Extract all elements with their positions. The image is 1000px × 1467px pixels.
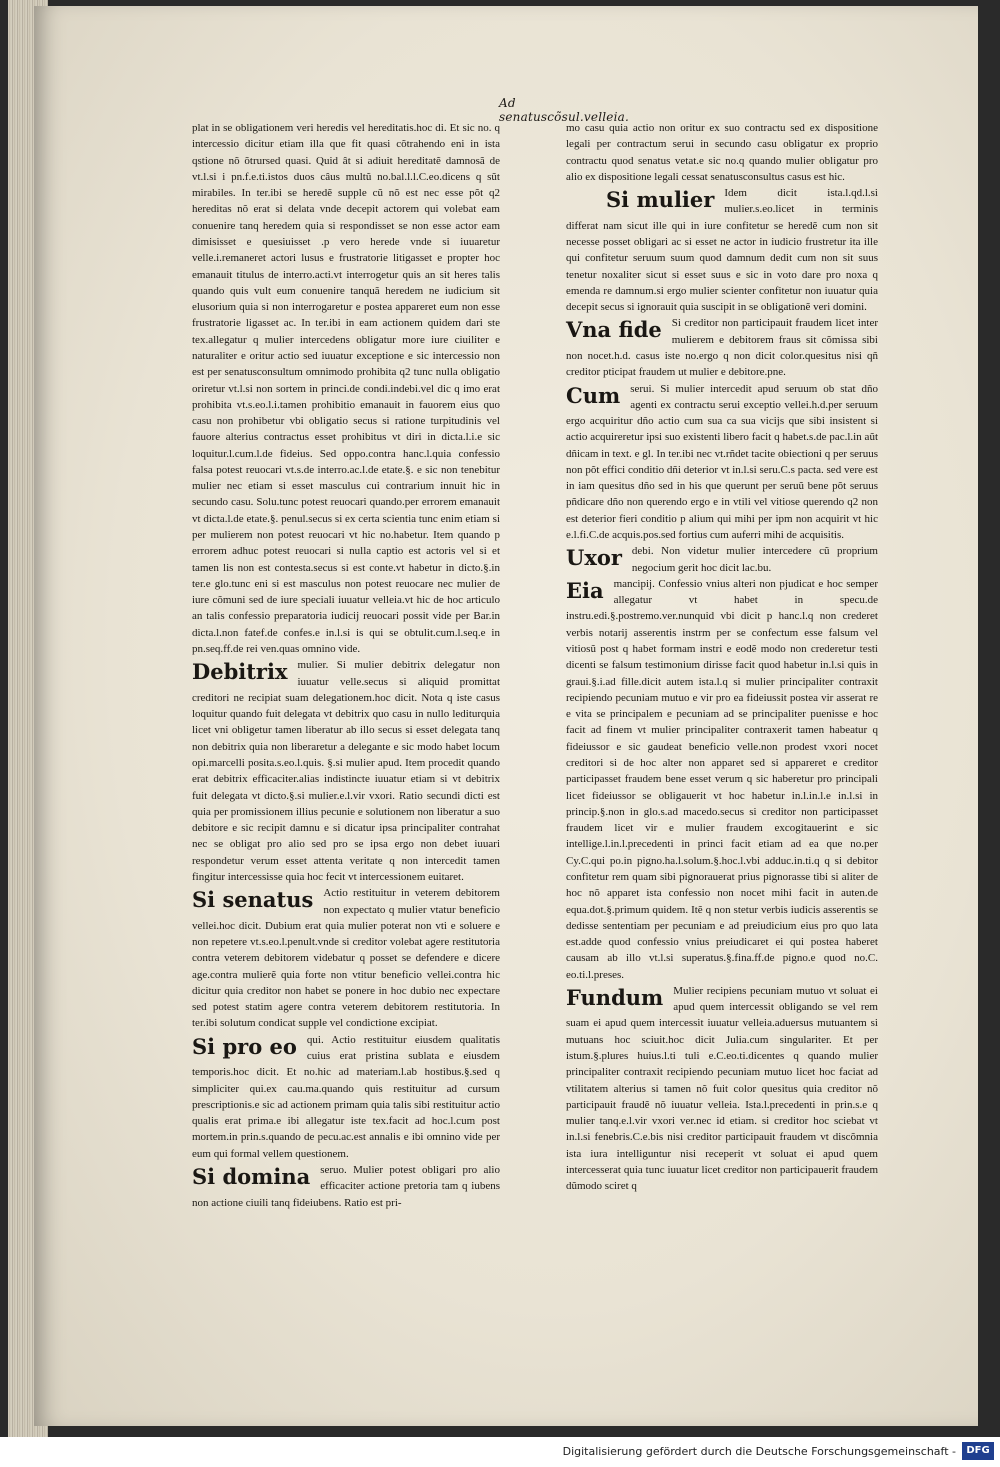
gloss-si-pro-eo: qui. Actio restituitur eiusdem qualitatis cuius erat pristina sublata e eiusdem temporis.hoc dicit. Et no.hic ad materiam.l.ab hostibus.§.sed q simpliciter qui.ex cau.ma.quando quis restituitur ad cursum prescriptionis.e sic ad actionem primam quia talis sibi restituitur actio qualis erat prima.e ibi allegatur iste tex.facit ad hoc.l.cum post mortem.in prin.s.quando de pecu.ac.est annalis e ibi omnino vide per eum qui formal vellem questionem.: [192, 1033, 500, 1160]
gloss-fundum: Mulier recipiens pecuniam mutuo vt soluat ei apud quem intercessit obligando se vel rem suam ei apud quem intercessit iuuatur velleia.aduersus mutuantem si mutuans hoc sciuit.hoc dicit Julia.cum singulariter. Et per istum.§.plures huius.l.ti tuli e.C.eo.ti.dicentes q quando mulier principaliter contraxit recipiendo pecuniam mutuo licet hoc faciat ad vtilitatem alterius si tamen nõ fuit color quesitus quia creditor nõ participauit fraudẽ nõ iuuatur velleia. Ista.l.precedenti in prin.s.e q mulier tanq.e.l.vir vxori ver.nec id etiam. si creditor hoc sciebat vt in.l.si fenebris.C.e.bis nisi creditor participauit fraudem vt discõmnia ista iura intelliguntur nisi receperit vt soluat ei apud quem intercesserat quia tunc iuuatur licet creditor non participauerit fraudem dũmodo sciret q: [566, 984, 878, 1193]
left-block-si-pro-eo: [192, 1032, 500, 1162]
right-block-cum: [566, 381, 878, 544]
left-opening-paragraph: plat in se obligationem veri heredis vel hereditatis.hoc di. Et sic no. q intercessio dicitur etiam illa que fit quasi cõtrahendo eni in ista qstione nõ õtrursed quasi. Quid ât si adiuit hereditatẽ damnosã de vt.l.si i pn.f.e.ti.istos duos câus multũ no.bal.l.l.C.eo.dicens q sũt mirabiles. In ter.ibi se heredẽ supple cũ nõ est nec esse põt q2 hereditas nõ erat si delata vnde decepit actorem qui volebat eam conuenire tanq heredem quia si respondisset se non esse actor eam dimisisset e quesiuisset .p vero herede vnde si iuuaretur velle.i.remaneret actori lusus e frustratorie litigasset e propter hoc emanauit titulus de interro.acti.vt interrogetur quis an sit heres talis quando quis vult eum conuenire tanquã heredem ne iudicium sit elusorium quia si non interrogaretur e postea appareret eum non esse frustratorie ligasset ac. In ter.ibi in eam actionem quidem dari ste tex.allegatur q mulier intercedens obligatur more iure ciuiliter e naturaliter e oritur actio sed iuuatur exceptione e sic intercessio non est per senatusconsultum omnimodo prohibita q2 tunc nulla obligatio oriretur vt.l.si non sortem in princi.de condi.indebi.vel dic q imo erat prohibita vt.s.eo.l.i.tamen prohibitio emanauit in fauorem eius quo casu non prohibetur vbi obligatio secus si ratione turpitudinis vel fauore alterius contractus esset prohibitus vt diri in dicta.l.i.e sic loquitur.l.cum.l.de fideius. Sed oppo.contra hanc.l.quia confessio falsa potest reuocari vt.s.de interro.ac.l.de etate.§. e sic non tenebitur mulier nec etiam si esset masculus cui contrarium innuit hic in secundo casu. Solu.tunc potest reuocari quando.per errorem emanauit vt dicta.l.de etate.§. penul.secus si ex certa scientia tunc enim etiam si per mulierem non potest reuocari vt hic no.habetur. Item quando p errorem adhuc potest reuocari si nulla captio est actoris vel si et tamen lis non est contesta.secus si est conte.vt habetur in dicto.§.in ter.e glo.tunc eni si est masculus non potest reuocare nec mulier de iure cõmuni sed de iure speciali iuuatur velleia.vt hic de hoc articulo an talis confessio preparatoria iudicij reuocari possit vide per Bar.in dicta.l.non fatef.de confes.e in.l.si is qui se obtulit.cum.l.seq.e in pn.seq.ff.de rei ven.quas omnino vide.: [192, 122, 500, 655]
dfg-logo: DFG: [962, 1442, 994, 1460]
right-block-si-mulier: [566, 185, 878, 315]
lemma-eia: Eia: [566, 577, 604, 603]
right-block-fundum: [566, 983, 878, 1195]
gloss-eia: mancipij. Confessio vnius alteri non pjudicat e hoc semper allegatur vt habet in specu.de instru.edi.§.postremo.ver.nunquid vbi dicit p hanc.l.q non crederet verbis notarij asserentis instrm per se confectum esse falsum vel vitiosũ post q habet formam instri e eodẽ modo non crederetur testi dicenti se falsum testimonium dirisse facit quod habetur in.l.si quis in graui.§.i.ad fille.dicit autem ista.l.q si mulier principaliter contraxit recipiendo pecuniam mutuo e vir pro ea fideiussit postea vir asserat re e vita se principalem e pecuniam ad se principaliter puenisse e hoc facit ad finem vt mulier principaliter contraxerit tamen habeatur q fideiussor e sic gaudeat beneficio velle.non prodest vxori nocet creditori si de hoc alter non apparet sed si appareret e creditor participasset fraudem bene esset verum q sic haberetur pro principali licet fideiussor se obligauerit vt hoc habetur in.l.in.l.e in.l.si in princip.§.non in glo.s.ad macedo.secus si creditor non participasset fraudem licet vir e mulier fraudem excogitauerint e sic intellige.l.in.l.precedenti in princi facit etiam ad ea que no.per Cy.C.qui po.in pigno.ha.l.solum.§.hoc.l.vbi adduc.in.ti.q q si debitor confitetur rem quam sibi pignorauerat prius pignorasse tibi si aliter de hoc nõ apparet ista confessio non nocet mihi facit in auten.de equa.dot.§.primum quidem. Itẽ q non stetur verbis iudicis asserentis se dedisse sententiam per pecuniam e ad preiudicium eius pro quo lata est.adde quod confessio vnius preiudicaret ei qui postea haberet causam ab illo vt.l.si superatus.§.fina.ff.de pigno.e quod no.C. eo.ti.l.preses.: [566, 577, 878, 981]
gloss-debitrix: mulier. Si mulier debitrix delegatur non iuuatur velle.secus si aliquid promittat creditori ne recipiat suam delegationem.hoc dicit. Nota q iste casus loquitur quando fuit delegata vt debitrix quo casu in nullo lediturquia licet vni obligetur tamen liberatur ab illo secus si esset delegata tanq non debitrix quia non liberaretur a delegante e sic modo habet locum opi.marcelli posita.s.eo.l.quis. §.si mulier apud. Item procedit quando erat debitrix efficaciter.alias indistincte iuuatur etiam si vt debitrix fuit delegata vt dicto.§.si mulier.e.l.vir vxori. Ratio secundi dicti est quia per promissionem illius pecunie e solutionem non liberatur a suo debitore e sic recipit damnu e si dicatur ipsa principaliter contrahat nec se obligat pro alio sed pro se ipsa ergo non debet iuuari respondetur verum esset attenta veritate q non intercedit tamen fingitur intercessisse quia hoc fecit vt intercessionem euitaret.: [192, 659, 500, 883]
lemma-uxor: Uxor: [566, 545, 622, 571]
left-block-si-domina: [192, 1162, 500, 1211]
gloss-si-senatus: Actio restituitur in veterem debitorem non expectato q mulier vtatur beneficio vellei.hoc dicit. Dubium erat quia mulier poterat non vti e soluere e non repetere vt.s.eo.l.penult.vnde si creditor volebat agere restitutoria contra veterem debitorem videbatur q posset se defendere e dicere age.contra mulierẽ quia forte non vtitur beneficio vellei.contra hic dicitur quia creditor non habet se ponere in hoc dubio nec expectare sed potest statim agere contra veterem debitorem restitutoria. In ter.ibi solutum condicat supple vel condictione excipiat.: [192, 887, 500, 1030]
lemma-vna-fide: Vna fide: [566, 317, 662, 343]
right-column: [566, 120, 878, 1195]
right-opening-paragraph: mo casu quia actio non oritur ex suo contractu sed ex dispositione legali per contractum serui in secundo casu obligatur ex proprio contractu quod senatus vetat.e sic no.q quando mulier obligatur pro alio ex dispositione legali cessat senatusconsultus casus est hic.: [566, 122, 878, 183]
left-block-si-senatus: [192, 885, 500, 1032]
gloss-si-domina: seruo. Mulier potest obligari pro alio efficaciter actione pretoria tam q iubens non actione ciuili tanq fideiubens. Ratio est pri-: [192, 1164, 500, 1209]
right-block-vna-fide: [566, 315, 878, 380]
right-block-eia: [566, 576, 878, 983]
lemma-cum: Cum: [566, 382, 621, 408]
gloss-vna-fide: Si creditor non participauit fraudem licet inter mulierem e debitorem fraus sit cõmissa sibi non nocet.h.d. casus iste no.ergo q non dicit color.quesitus nisi qñ creditor pticipat fraudem ut mulier e debitore.pne.: [566, 317, 878, 379]
right-block-uxor: [566, 543, 878, 576]
gloss-uxor: debi. Non videtur mulier intercedere cũ proprium negocium gerit hoc dicit lac.bu.: [631, 545, 878, 574]
footer-strip: [0, 1437, 1000, 1467]
lemma-si-mulier: Si mulier: [606, 187, 715, 213]
left-block-debitrix: [192, 657, 500, 885]
lemma-si-senatus: Si senatus: [192, 887, 314, 913]
funding-credit: Digitalisierung gefördert durch die Deutsche Forschungsgemeinschaft -: [562, 1445, 956, 1458]
running-head: Ad senatuscõsul.velleia.: [499, 96, 630, 124]
gloss-cum: serui. Si mulier intercedit apud seruum ob stat dño agenti ex contractu serui exceptio vellei.h.d.per seruum ergo acquiritur dño actio cum sua ca sua vicijs que sibi insistent si actio acquireretur ipsi suo existenti libero facit q habet.s.de pac.l.in aũt dñicam in text. e gl. In ter.ibi nec vt.rñdet tacite obiectioni q per seruus non põt effici conditio dñi deterior vt in.l.si seru.C.s pacta. sed vere est in iam quesitus dño sed in his que querunt per seruũ bene põt seruus pñdicare dño non querendo ergo e in vtili vel vitiose querendo q2 non est deterior fieri conditio p alium qui mihi per ipm non acquirit vt hic e.l.fi.C.de acquis.pos.sed fortius cum auferri mihi de acquisitis.: [566, 382, 878, 542]
lemma-si-domina: Si domina: [192, 1164, 311, 1189]
lemma-si-pro-eo: Si pro eo: [192, 1033, 297, 1059]
lemma-debitrix: Debitrix: [192, 659, 288, 685]
left-column: [192, 120, 500, 1211]
lemma-fundum: Fundum: [566, 984, 664, 1010]
gloss-si-mulier: Idem dicit ista.l.qd.l.si mulier.s.eo.licet in terminis differat nam sicut ille qui in iure confitetur se heredẽ cum non sit necesse posset obligari ac si esset ne actor in iudicio frustretur ita ille qui confitetur seruum suum quod damnum dedit cum non sit suus tenetur noxaliter sicut si esset suus e sic in voto dare pro noxa q emenda re damnum.si ergo mulier scienter confitetur non iuuatur quia decepit secus si ignorauit quia suscipit in se obligationẽ veri domini.: [566, 187, 878, 314]
